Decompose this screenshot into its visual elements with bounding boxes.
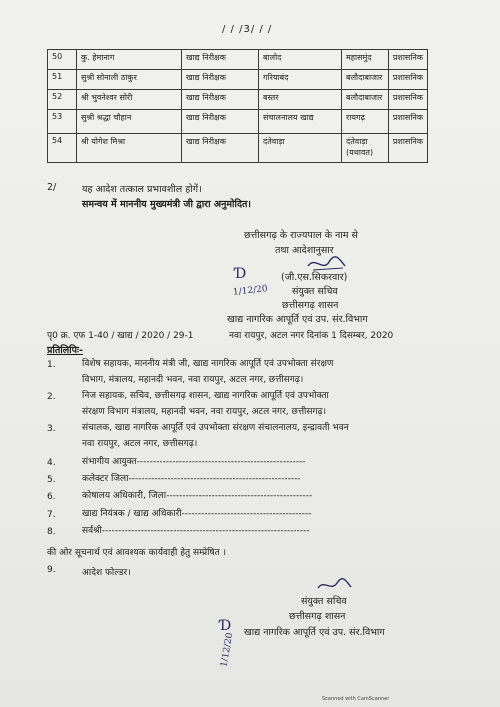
signatory-govt: छत्तीसगढ़ शासन (282, 300, 339, 311)
reference-number: पृ0 क्र. एफ 1-40 / खाद्य / 2020 / 29-1 (47, 331, 194, 341)
para2-number: 2/ (47, 182, 57, 193)
table-cell: खाद्य निरीक्षक (182, 50, 259, 70)
copy-item-number: 2. (47, 392, 56, 402)
table-cell: प्रशासनिक (388, 90, 427, 110)
scanner-note: Scanned with CamScanner (322, 696, 390, 702)
copy-item-line1: कोषालय अधिकारी, जिला--------------------------------------------- (82, 491, 313, 501)
table-cell: 51 (48, 70, 77, 90)
copy-footer: की ओर सूचनार्थ एवं आवश्यक कार्यवाही हेतु सम्प्रेषित । (47, 548, 227, 558)
copy-item-line2: विभाग, मंत्रालय, महानदी भवन, नवा रायपुर, अटल नगर, छत्तीसगढ़। (82, 375, 304, 385)
initials-mark-2: Ɗ (220, 618, 232, 634)
table-cell: श्री योगेश मिश्रा (77, 134, 182, 163)
table-cell: प्रशासनिक (388, 134, 427, 163)
copy-item-line1: संभागीय आयुक्त---------------------------------------------------- (82, 457, 306, 467)
item9-number: 9. (47, 565, 56, 575)
copy-item-line1: कलेक्टर जिला----------------------------------------------------- (82, 474, 301, 484)
table-cell: 53 (48, 110, 77, 134)
table-cell: कु. हेमानाग (77, 50, 182, 70)
table-cell: सुश्री सोनाली ठाकुर (77, 70, 182, 90)
table-cell: खाद्य निरीक्षक (182, 70, 259, 90)
signatory2-govt: छत्तीसगढ़ शासन (289, 611, 346, 622)
table-row (48, 90, 428, 110)
copy-item-line2: नवा रायपुर, अटल नगर, छत्तीसगढ़। (82, 439, 198, 449)
signature-scribble-2 (315, 576, 355, 594)
signatory2-dept: खाद्य नागरिक आपूर्ति एवं उप. संर.विभाग (244, 627, 385, 638)
order-line2: तथा आदेशानुसार (275, 245, 334, 256)
table-row (48, 50, 428, 70)
order-line1: छत्तीसगढ़ के राज्यपाल के नाम से (244, 230, 358, 241)
table-cell: 54 (48, 134, 77, 163)
copy-item-number: 3. (47, 424, 56, 434)
table-row (48, 70, 428, 90)
copy-heading: प्रतिलिपिः- (47, 345, 83, 356)
table-cell: बस्तर (259, 90, 342, 110)
table-cell: खाद्य निरीक्षक (182, 90, 259, 110)
signatory-designation: संयुक्त सचिव (292, 286, 338, 297)
initials-mark: Ɗ (235, 266, 247, 282)
table-cell: सुश्री श्रद्धा चौहान (77, 110, 182, 134)
item9-text: आदेश फोल्डर। (82, 568, 131, 578)
table-row (48, 134, 428, 163)
transfer-table (47, 49, 428, 163)
table-cell: बालोद (259, 50, 342, 70)
table-cell: खाद्य निरीक्षक (182, 110, 259, 134)
signatory2-designation: संयुक्त सचिव (301, 596, 347, 607)
copy-item-line1: संचालक, खाद्य नागरिक आपूर्ति एवं उपभोक्ता संरक्षण संचालनालय, इन्द्रावती भवन (82, 423, 349, 433)
copy-item-line2: संरक्षण विभाग मंत्रालय, महानदी भवन, नवा रायपुर, अटल नगर, छत्तीसगढ़। (82, 407, 327, 417)
copy-item-line1: विशेष सहायक, माननीय मंत्री जी, खाद्य नागरिक आपूर्ति एवं उपभोक्ता संरक्षण (82, 359, 334, 369)
copy-item-number: 6. (47, 492, 56, 502)
copy-item-number: 7. (47, 510, 56, 520)
table-cell: प्रशासनिक (388, 110, 427, 134)
copy-item-number: 1. (47, 360, 56, 370)
table-cell: महासमुंद (342, 50, 389, 70)
para2-line1: यह आदेश तत्काल प्रभावशील होगें। (82, 184, 202, 195)
table-cell: रायगढ़ (342, 110, 389, 134)
page-marker: / / /3/ / / (222, 24, 273, 35)
table-cell: संचालनालय खाद्य (259, 110, 342, 134)
copy-item-line1: सर्वश्री---------------------------------------------------------------- (82, 526, 310, 536)
copy-item-number: 5. (47, 475, 56, 485)
table-cell: प्रशासनिक (388, 70, 427, 90)
table-cell: 52 (48, 90, 77, 110)
table-cell: दंतेवाड़ा (259, 134, 342, 163)
signatory-name: (जी.एस.सिकरवार) (281, 272, 348, 283)
signature-date-2: 1/12/20 (219, 632, 236, 668)
table-cell: दंतेवाड़ा (यथावत) (342, 134, 389, 163)
table-cell: प्रशासनिक (388, 50, 427, 70)
copy-item-number: 8. (47, 527, 56, 537)
table-cell: गरियाबंद (259, 70, 342, 90)
para2-line2: समन्वय में माननीय मुख्यमंत्री जी द्वारा अनुमोदित। (82, 199, 252, 210)
copy-item-number: 4. (47, 458, 56, 468)
table-cell: बलौदाबाजार (342, 70, 389, 90)
signature-date: 1/12/20 (232, 284, 269, 298)
copy-item-line1: खाद्य नियंत्रक / खाद्य अधिकारी---------------------------------------- (82, 509, 312, 519)
signatory-dept: खाद्य नागरिक आपूर्ति एवं उप. संर.विभाग (227, 314, 368, 325)
place-date: नवा रायपुर, अटल नगर दिनांक 1 दिसम्बर, 2020 (229, 331, 394, 341)
table-row (48, 110, 428, 134)
copy-item-line1: निज सहायक, सचिव, छत्तीसगढ़ शासन, खाद्य नागरिक आपूर्ति एवं उपभोक्ता (82, 391, 329, 401)
table-cell: बलौदाबाजार (342, 90, 389, 110)
table-cell: खाद्य निरीक्षक (182, 134, 259, 163)
table-cell: 50 (48, 50, 77, 70)
table-cell: श्री भुवनेश्वर सोरी (77, 90, 182, 110)
